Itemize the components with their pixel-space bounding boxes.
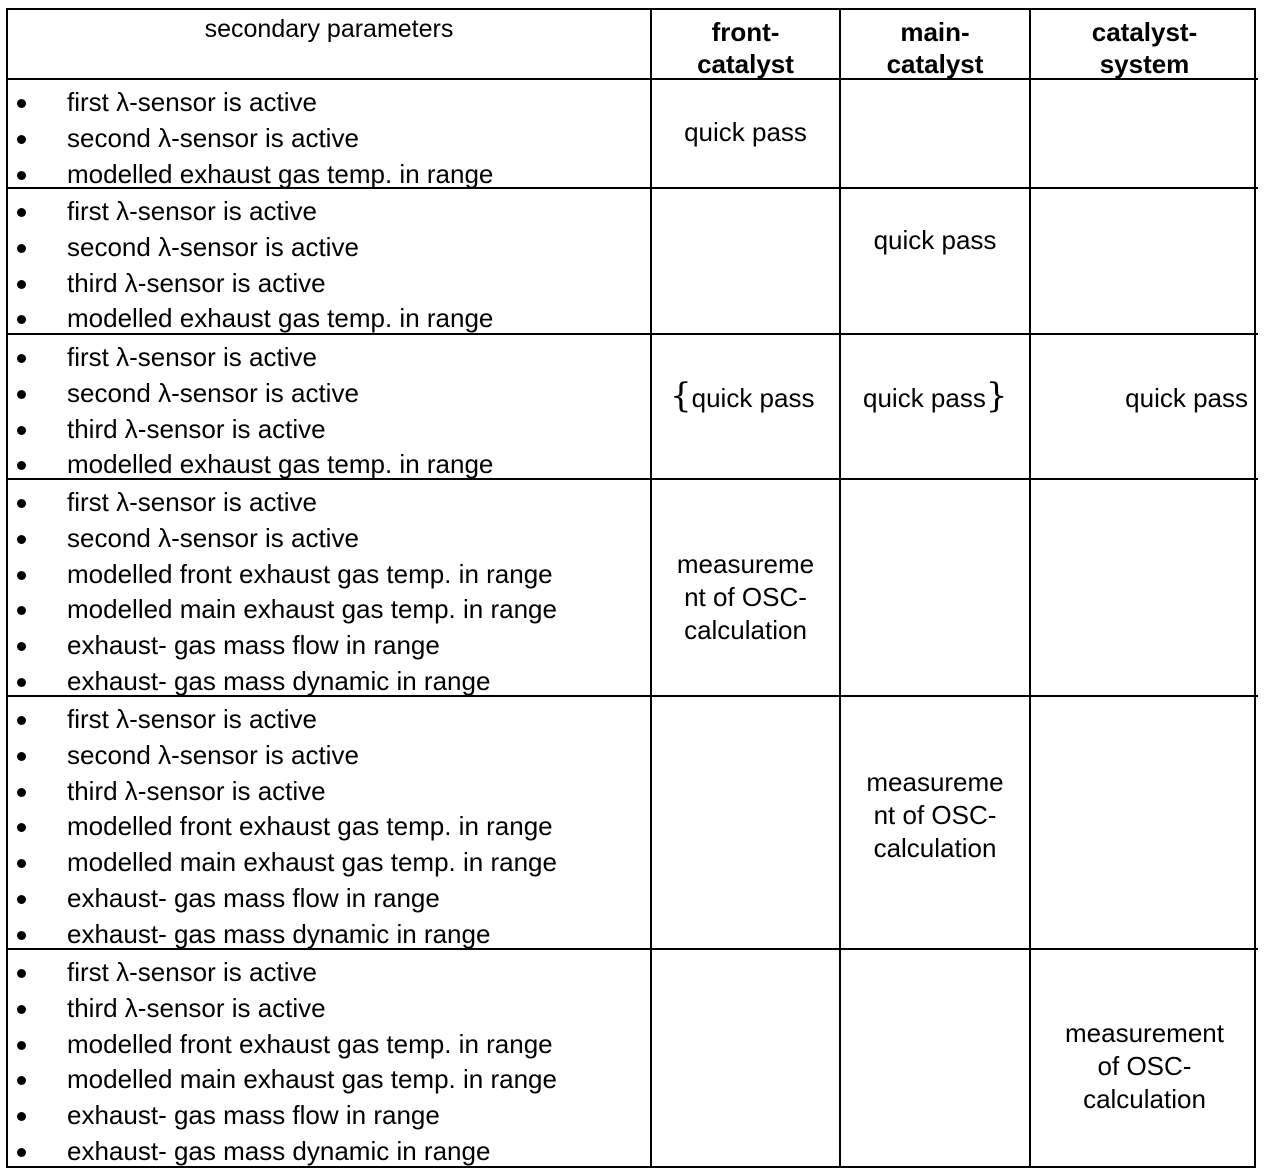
cell-value-line: calculation: [684, 615, 807, 645]
parameter-text: third λ-sensor is active: [67, 775, 326, 806]
cell-value-line: nt of OSC-: [873, 800, 997, 830]
row-4-main-catalyst: [841, 480, 1031, 697]
cell-value-group: [652, 548, 839, 647]
cell-value-group: [652, 376, 839, 416]
header-front-catalyst: [652, 10, 841, 80]
row-3-front-catalyst: [652, 335, 841, 480]
row-3-catalyst-system: [1031, 335, 1258, 480]
parameter-text: modelled main exhaust gas temp. in range: [67, 1064, 557, 1095]
list-item: [8, 121, 650, 157]
parameter-text: first λ-sensor is active: [67, 342, 317, 372]
list-item: [8, 664, 650, 697]
list-item: [8, 592, 650, 628]
row-3-parameters: [8, 335, 652, 480]
row-2-catalyst-system: [1031, 189, 1258, 335]
row-2-front-catalyst: [652, 189, 841, 335]
cell-value-line: measureme: [866, 767, 1004, 797]
cell-value-line: calculation: [873, 833, 997, 863]
cell-value-line: calculation: [1083, 1084, 1206, 1114]
bullet-icon: [17, 1005, 26, 1014]
parameter-text: second λ-sensor is active: [67, 739, 359, 770]
list-item: [8, 266, 650, 302]
bullet-icon: [17, 969, 26, 978]
row-1-front-catalyst: [652, 80, 841, 189]
list-item: [8, 447, 650, 480]
row-5-front-catalyst: [652, 697, 841, 950]
parameter-text: modelled front exhaust gas temp. in range: [67, 558, 553, 589]
cell-value-group: [841, 766, 1029, 865]
bullet-icon: [17, 208, 26, 217]
list-item: [8, 881, 650, 917]
bullet-icon: [17, 895, 26, 904]
cell-value-line: nt of OSC-: [684, 582, 807, 612]
header-main-catalyst: [841, 10, 1031, 80]
cell-value-line: measureme: [676, 549, 815, 579]
parameter-text: first λ-sensor is active: [67, 87, 317, 117]
bullet-icon: [17, 354, 26, 363]
bullet-icon: [17, 135, 26, 144]
row-2-main-catalyst: [841, 189, 1031, 335]
row-1-parameters: [8, 80, 652, 189]
parameter-text: exhaust- gas mass flow in range: [67, 630, 440, 661]
header-secondary-parameters: [8, 10, 652, 80]
cell-value: quick pass: [873, 225, 997, 255]
cell-value: quick pass: [684, 117, 807, 147]
row-6-catalyst-system: [1031, 950, 1258, 1166]
parameter-text: modelled exhaust gas temp. in range: [67, 158, 494, 189]
parameter-text: modelled main exhaust gas temp. in range: [67, 594, 557, 625]
parameter-list: [8, 950, 650, 1166]
list-item: [8, 628, 650, 664]
parameter-text: third λ-sensor is active: [67, 992, 326, 1023]
bullet-icon: [17, 571, 26, 580]
header-secondary-parameters-label: secondary parameters: [204, 15, 454, 43]
list-item: [8, 301, 650, 335]
cell-value: quick pass: [691, 383, 815, 413]
list-item: [8, 230, 650, 266]
list-item: [8, 1027, 650, 1063]
parameter-text: modelled front exhaust gas temp. in range: [67, 811, 553, 842]
bullet-icon: [17, 99, 26, 108]
row-5-main-catalyst: [841, 697, 1031, 950]
parameter-text: third λ-sensor is active: [67, 413, 326, 444]
parameter-text: second λ-sensor is active: [67, 377, 359, 408]
parameter-text: modelled front exhaust gas temp. in range: [67, 1028, 553, 1059]
parameter-text: exhaust- gas mass flow in range: [67, 1100, 440, 1131]
list-item: [8, 521, 650, 557]
bullet-icon: [17, 788, 26, 797]
row-5-catalyst-system: [1031, 697, 1258, 950]
header-front-catalyst-line: catalyst: [697, 49, 794, 79]
bullet-icon: [17, 244, 26, 253]
bullet-icon: [17, 752, 26, 761]
parameter-text: second λ-sensor is active: [67, 231, 359, 262]
parameter-text: modelled exhaust gas temp. in range: [67, 449, 494, 480]
cell-value: quick pass: [863, 383, 986, 413]
list-item: [8, 376, 650, 412]
row-3-main-catalyst: [841, 335, 1031, 480]
bullet-icon: [17, 171, 26, 180]
list-item: [8, 85, 650, 121]
bullet-icon: [17, 678, 26, 687]
bullet-icon: [17, 1112, 26, 1121]
list-item: [8, 1134, 650, 1166]
bullet-icon: [17, 315, 26, 324]
row-1-main-catalyst: [841, 80, 1031, 189]
cell-value-line: of OSC-: [1097, 1051, 1192, 1081]
cell-value-group: [841, 376, 1029, 416]
list-item: [8, 991, 650, 1027]
bullet-icon: [17, 499, 26, 508]
parameter-list: [8, 189, 650, 335]
list-item: [8, 702, 650, 738]
bullet-icon: [17, 461, 26, 470]
list-item: [8, 485, 650, 521]
parameter-text: exhaust- gas mass dynamic in range: [67, 918, 491, 949]
parameter-text: modelled main exhaust gas temp. in range: [67, 847, 557, 878]
parameter-list: [8, 480, 650, 697]
list-item: [8, 1098, 650, 1134]
bullet-icon: [17, 859, 26, 868]
parameter-text: first λ-sensor is active: [67, 196, 317, 226]
header-main-catalyst-line: main-: [900, 17, 970, 47]
bullet-icon: [17, 535, 26, 544]
list-item: [8, 557, 650, 593]
list-item: [8, 809, 650, 845]
list-item: [8, 738, 650, 774]
bullet-icon: [17, 931, 26, 940]
parameter-text: third λ-sensor is active: [67, 267, 326, 298]
parameter-text: second λ-sensor is active: [67, 522, 359, 553]
parameter-text: first λ-sensor is active: [67, 957, 317, 987]
parameter-list: [8, 697, 650, 950]
row-5-parameters: [8, 697, 652, 950]
catalyst-diagnosis-table: [6, 8, 1256, 1168]
cell-value: quick pass: [1125, 383, 1248, 413]
bullet-icon: [17, 642, 26, 651]
row-4-catalyst-system: [1031, 480, 1258, 697]
row-6-main-catalyst: [841, 950, 1031, 1166]
bullet-icon: [17, 1076, 26, 1085]
list-item: [8, 157, 650, 189]
parameter-text: exhaust- gas mass flow in range: [67, 882, 440, 913]
bullet-icon: [17, 1148, 26, 1157]
parameter-text: first λ-sensor is active: [67, 487, 317, 517]
parameter-text: exhaust- gas mass dynamic in range: [67, 1135, 491, 1166]
parameter-text: second λ-sensor is active: [67, 122, 359, 153]
bullet-icon: [17, 606, 26, 615]
bullet-icon: [17, 716, 26, 725]
list-item: [8, 955, 650, 991]
list-item: [8, 412, 650, 448]
parameter-text: exhaust- gas mass dynamic in range: [67, 665, 491, 696]
list-item: [8, 340, 650, 376]
parameter-text: modelled exhaust gas temp. in range: [67, 303, 494, 334]
parameter-text: first λ-sensor is active: [67, 704, 317, 734]
bullet-icon: [17, 280, 26, 289]
row-4-front-catalyst: [652, 480, 841, 697]
header-catalyst-system-line: catalyst-: [1091, 17, 1198, 47]
close-brace-icon: }: [985, 376, 1008, 416]
parameter-list: [8, 335, 650, 480]
list-item: [8, 1062, 650, 1098]
list-item: [8, 774, 650, 810]
list-item: [8, 917, 650, 950]
bullet-icon: [17, 390, 26, 399]
row-4-parameters: [8, 480, 652, 697]
parameter-list: [8, 80, 650, 189]
list-item: [8, 845, 650, 881]
open-brace-icon: {: [670, 376, 692, 416]
bullet-icon: [17, 426, 26, 435]
header-main-catalyst-line: catalyst: [886, 49, 984, 79]
cell-value-group: [1031, 1017, 1258, 1116]
row-6-front-catalyst: [652, 950, 841, 1166]
row-1-catalyst-system: [1031, 80, 1258, 189]
header-catalyst-system-line: system: [1099, 49, 1190, 79]
header-front-catalyst-line: front-: [711, 17, 780, 47]
cell-value-line: measurement: [1065, 1018, 1224, 1048]
bullet-icon: [17, 823, 26, 832]
row-6-parameters: [8, 950, 652, 1166]
header-catalyst-system: [1031, 10, 1258, 80]
bullet-icon: [17, 1041, 26, 1050]
list-item: [8, 194, 650, 230]
row-2-parameters: [8, 189, 652, 335]
